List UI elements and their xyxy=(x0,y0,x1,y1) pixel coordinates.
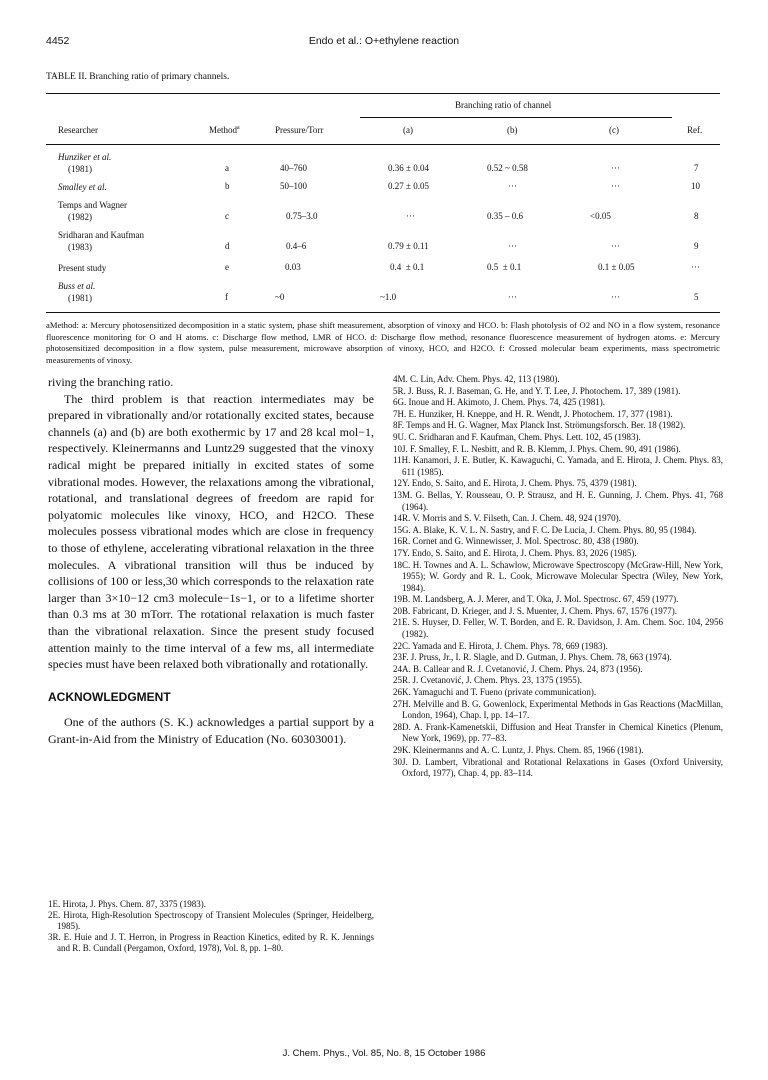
reference-item: 11H. Kanamori, J. E. Butler, K. Kawaguchi, C. Yamada, and E. Hirota, J. Chem. Phys. 83, 611 (1985). xyxy=(393,455,723,477)
reference-item: 23F. J. Pruss, Jr., I. R. Slagle, and D. Gutman, J. Phys. Chem. 78, 663 (1974). xyxy=(393,652,672,663)
table-cell-pressure: 0.75–3.0 xyxy=(286,211,318,221)
reference-item: 6G. Inoue and H. Akimoto, J. Chem. Phys. 74, 425 (1981). xyxy=(393,397,605,408)
col-header-ref: Ref. xyxy=(687,125,703,135)
table-cell-pressure: 0.03 xyxy=(285,262,301,272)
table-cell-method: d xyxy=(225,241,230,251)
reference-item: 1E. Hirota, J. Phys. Chem. 87, 3375 (1983). xyxy=(48,899,206,909)
col-header-b: (b) xyxy=(507,125,518,135)
table-footnote: aMethod: a: Mercury photosensitized decomposition in a static system, phase shift measurement, absorption of vinoxy and HCO. b: Flash photolysis of O2 and NO in a flow system, resonance fluorescence monitoring for O and H atoms. c: Discharge flow method, LMR of HCO. d: Discharge flow method, resonance fluorescence measurement of hydrogen atoms. e: Mercury photosensitized decomposition in a flow system, pulse measurement, microwave absorption of vinoxy, HCO, and H2CO. f: Crossed molecular beam experiments, mass spectrometric measurements of vinoxy. xyxy=(46,320,720,365)
reference-item: 28D. A. Frank-Kamenetskii, Diffusion and Heat Transfer in Chemical Kinetics (Plenum, New York, 1969), pp. 77–83. xyxy=(393,721,723,744)
reference-item: 27H. Melville and B. G. Gowenlock, Experimental Methods in Gas Reactions (MacMillan, London, 1964), Chap. I, pp. 14–17. xyxy=(393,698,723,721)
references-left xyxy=(48,899,374,954)
reference-item: 3R. E. Huie and J. T. Herron, in Progress in Reaction Kinetics, edited by R. K. Jennings and R. B. Cundall (Pergamon, Oxford, 1978), Vol. 8, pp. 1–80. xyxy=(48,932,374,954)
reference-item: 16R. Cornet and G. Winnewisser, J. Mol. Spectrosc. 80, 438 (1980). xyxy=(393,536,639,547)
table-row-researcher: Present study xyxy=(58,263,107,273)
reference-item: 13M. G. Bellas, Y. Rousseau, O. P. Strausz, and H. E. Gunning, J. Chem. Phys. 41, 768 (1964). xyxy=(393,489,723,512)
table-cell-a: 0.27 ± 0.05 xyxy=(388,181,429,191)
table-row-researcher: Buss et al. (1981) xyxy=(58,281,96,303)
table-cell-a: 0.79 ± 0.11 xyxy=(388,241,429,251)
table-cell-method: c xyxy=(225,211,229,221)
table-cell-ref: 7 xyxy=(694,163,699,173)
table-cell-method: f xyxy=(225,292,228,302)
table-cell-c: 0.1 ± 0.05 xyxy=(598,262,635,272)
reference-item: 4M. C. Lin, Adv. Chem. Phys. 42, 113 (1980). xyxy=(393,374,560,384)
reference-item: 9U. C. Sridharan and F. Kaufman, Chem. Phys. Lett. 102, 45 (1983). xyxy=(393,431,641,442)
table-cell-method: b xyxy=(225,181,230,191)
reference-item: 20B. Fabricant, D. Krieger, and J. S. Muenter, J. Chem. Phys. 67, 1576 (1977). xyxy=(393,605,677,616)
table-cell-ref: 8 xyxy=(694,211,699,221)
references-right xyxy=(393,374,723,780)
table-row-researcher: Smalley et al. xyxy=(58,182,107,192)
reference-item: 21E. S. Huyser, D. Feller, W. T. Borden, and E. R. Davidson, J. Am. Chem. Soc. 104, 2956 (1982). xyxy=(393,617,723,640)
running-title: Endo et al.: O+ethylene reaction xyxy=(308,35,460,47)
col-header-a: (a) xyxy=(403,125,413,135)
table-cell-ref: 10 xyxy=(691,181,700,191)
table-bottom-rule xyxy=(46,312,720,313)
reference-item: 12Y. Endo, S. Saito, and E. Hirota, J. Chem. Phys. 75, 4379 (1981). xyxy=(393,478,637,489)
table-row-researcher: Hunziker et al. (1981) xyxy=(58,152,112,174)
table-cell-a: ··· xyxy=(406,211,415,221)
reference-item: 15G. A. Blake, K. V. L. N. Sastry, and F. C. De Lucia, J. Chem. Phys. 80, 95 (1984). xyxy=(393,524,697,535)
reference-item: 29K. Kleinermanns and A. C. Luntz, J. Phys. Chem. 85, 1966 (1981). xyxy=(393,745,644,755)
reference-item: 10J. F. Smalley, F. L. Nesbitt, and R. B. Klemm, J. Phys. Chem. 90, 491 (1986). xyxy=(393,443,681,454)
acknowledgment-heading: ACKNOWLEDGMENT xyxy=(48,689,171,704)
table-header-rule xyxy=(46,144,720,145)
table-cell-pressure: 40–760 xyxy=(280,163,307,173)
table-cell-b: ··· xyxy=(508,292,517,302)
table-group-header: Branching ratio of channel xyxy=(455,100,552,110)
table-cell-ref: 9 xyxy=(694,241,699,251)
table-cell-c: <0.05 xyxy=(590,211,611,221)
table-cell-c: ··· xyxy=(611,241,620,251)
col-header-researcher: Researcher xyxy=(58,125,98,135)
reference-item: 19B. M. Landsberg, A. J. Merer, and T. Oka, J. Mol. Spectrosc. 67, 459 (1977). xyxy=(393,594,679,605)
reference-item: 18C. H. Townes and A. L. Schawlow, Microwave Spectroscopy (McGraw-Hill, New York, 1955); W. Gordy and R. L. Cook, Microwave Molecular Spectra (Wiley, New York, 1984). xyxy=(393,559,723,593)
col-header-method: Method$^a$ xyxy=(209,125,240,135)
table-cell-a: 0.4 ± 0.1 xyxy=(390,262,425,272)
journal-footer: J. Chem. Phys., Vol. 85, No. 8, 15 October 1986 xyxy=(282,1048,486,1059)
table-cell-pressure: ~0 xyxy=(275,292,285,302)
table-cell-pressure: 50–100 xyxy=(280,181,307,191)
table-cell-pressure: 0.4–6 xyxy=(286,241,307,251)
table-cell-b: ··· xyxy=(508,181,517,191)
reference-item: 24A. B. Callear and R. J. Cvetanović, J. Chem. Phys. 24, 873 (1956). xyxy=(393,663,643,674)
reference-item: 5R. J. Buss, R. J. Baseman, G. He, and Y. T. Lee, J. Photochem. 17, 389 (1981). xyxy=(393,385,681,396)
table-cell-b: 0.52 ~ 0.58 xyxy=(487,163,528,173)
body-paragraph: The third problem is that reaction intermediates may be prepared in vibrationally and/or rotationally excited states, because channels (a) and (b) are both exothermic by 17 and 28 kcal mol−1, respectively. Kleinermanns and Luntz29 suggested that the vinoxy radical might be prepared initially in excited states of some vibrational modes. However, the relaxations among the vibrational, rotational, and translational degrees of freedom are rapid for polyatomic molecules like vinoxy, HCO, and H2CO. These molecules possess vibrational modes which are close in frequency to those of ethylene, accelerating vibrational relaxation in the three molecules. A vibrational transition will thus be induced by collisions of 100 or less,30 which corresponds to the relaxation rate larger than 3×10−12 cm3 molecule−1s−1, or to a lifetime shorter than 0.3 ms at 30 mTorr. The rotational relaxation is much faster than the vibrational relaxation. Since the present study focused attention mainly to the time interval of a few ms, all intermediate species must have been relaxed both vibrationally and rotationally. xyxy=(48,391,374,672)
table-cell-c: ··· xyxy=(611,163,620,173)
table-cell-a: 0.36 ± 0.04 xyxy=(388,163,429,173)
body-column-left xyxy=(48,374,374,747)
table-cell-b: 0.5 ± 0.1 xyxy=(487,262,522,272)
acknowledgment-text: One of the authors (S. K.) acknowledges a partial support by a Grant-in-Aid from the Ministry of Education (No. 60303001). xyxy=(48,715,374,746)
reference-item: 30J. D. Lambert, Vibrational and Rotational Relaxations in Gases (Oxford University, Oxford, 1977), Chap. 4, pp. 83–114. xyxy=(393,756,723,779)
reference-item: 17Y. Endo, S. Saito, and E. Hirota, J. Chem. Phys. 83, 2026 (1985). xyxy=(393,547,637,558)
table-row-researcher: Temps and Wagner (1982) xyxy=(58,200,127,222)
col-header-c: (c) xyxy=(609,125,619,135)
table-cell-method: a xyxy=(225,163,229,173)
body-paragraph: riving the branching ratio. xyxy=(48,375,174,389)
reference-item: 14R. V. Morris and S. V. Filseth, Can. J. Chem. 48, 924 (1970). xyxy=(393,513,621,524)
group-header-rule xyxy=(360,117,672,118)
table-cell-ref: ··· xyxy=(691,262,700,272)
table-cell-a: ~1.0 xyxy=(380,292,397,302)
reference-item: 7H. E. Hunziker, H. Kneppe, and H. R. Wendt, J. Photochem. 17, 377 (1981). xyxy=(393,408,673,419)
reference-item: 22C. Yamada and E. Hirota, J. Chem. Phys. 78, 669 (1983). xyxy=(393,640,608,651)
reference-item: 2E. Hirota, High-Resolution Spectroscopy of Transient Molecules (Springer, Heidelberg, 1985). xyxy=(48,910,374,932)
col-header-pressure: Pressure/Torr xyxy=(275,125,324,135)
reference-item: 25R. J. Cvetanović, J. Chem. Phys. 23, 1375 (1955). xyxy=(393,675,582,686)
table-cell-method: e xyxy=(225,262,229,272)
table-cell-ref: 5 xyxy=(694,292,699,302)
table-caption: TABLE II. Branching ratio of primary channels. xyxy=(46,72,230,82)
table-cell-c: ··· xyxy=(611,292,620,302)
reference-item: 26K. Yamaguchi and T. Fueno (private communication). xyxy=(393,687,597,698)
table-top-rule xyxy=(46,93,720,94)
page-number: 4452 xyxy=(46,35,70,47)
reference-item: 8F. Temps and H. G. Wagner, Max Planck Inst. Strömungsforsch. Ber. 18 (1982). xyxy=(393,420,686,431)
table-cell-c: ··· xyxy=(611,181,620,191)
table-row-researcher: Sridharan and Kaufman (1983) xyxy=(58,230,144,252)
table-cell-b: ··· xyxy=(508,241,517,251)
table-cell-b: 0.35 – 0.6 xyxy=(487,211,523,221)
